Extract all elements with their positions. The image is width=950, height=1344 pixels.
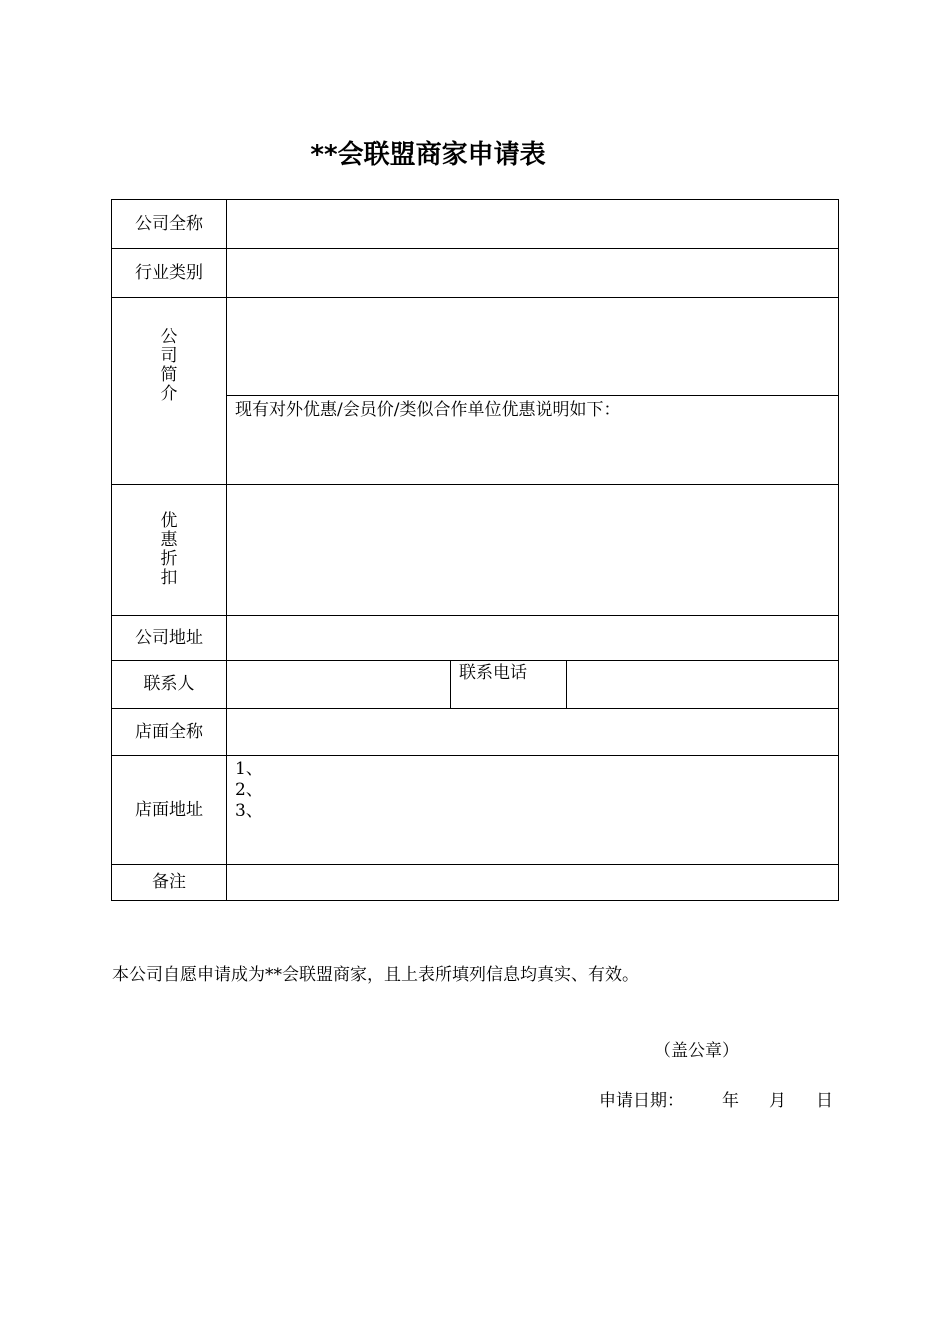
table-border-bottom [111,900,839,901]
application-date [599,1086,833,1111]
contact-phone-field[interactable] [567,661,838,708]
declaration-text: 本公司自愿申请成为**会联盟商家，且上表所填列信息均真实、有效。 [112,965,639,985]
company-intro-field[interactable] [227,298,838,395]
store-name-field[interactable] [227,709,838,755]
company-address-label: 公司地址 [135,627,203,648]
table-border-right [838,199,839,901]
store-address-field[interactable] [227,756,838,864]
store-address-item: 1、 [235,759,263,779]
seal-text: （盖公章） [654,1041,739,1061]
company-name-field[interactable] [227,200,838,248]
contact-phone-label [451,661,566,708]
industry-field[interactable] [227,249,838,297]
remarks-field[interactable] [227,865,838,900]
store-address-item: 3、 [235,801,263,821]
store-name-label: 店面全称 [135,721,203,742]
existing-discount-field[interactable] [227,396,838,484]
store-address-item: 2、 [235,780,263,800]
discount-field[interactable] [227,485,838,615]
page-title: **会联盟商家申请表 [310,140,546,170]
store-address-label: 店面地址 [135,799,203,820]
company-address-field[interactable] [227,616,838,660]
contact-person-label: 联系人 [143,674,195,694]
existing-discount-text: 现有对外优惠/会员价/类似合作单位优惠说明如下： [235,400,621,420]
company-intro-label [112,298,226,484]
date-year: 年 [722,1091,739,1111]
discount-label [112,485,226,615]
remarks-label: 备注 [152,872,186,892]
discount-label-text: 优惠折扣 [160,511,178,588]
contact-phone-label-text: 联系电话 [459,663,527,683]
date-label: 申请日期： [599,1091,684,1111]
company-name-label: 公司全称 [135,213,203,234]
industry-label: 行业类别 [135,262,203,283]
contact-person-field[interactable] [227,661,450,708]
date-day: 日 [816,1091,833,1111]
company-intro-label-text: 公司简介 [160,327,178,404]
date-month: 月 [769,1091,786,1111]
